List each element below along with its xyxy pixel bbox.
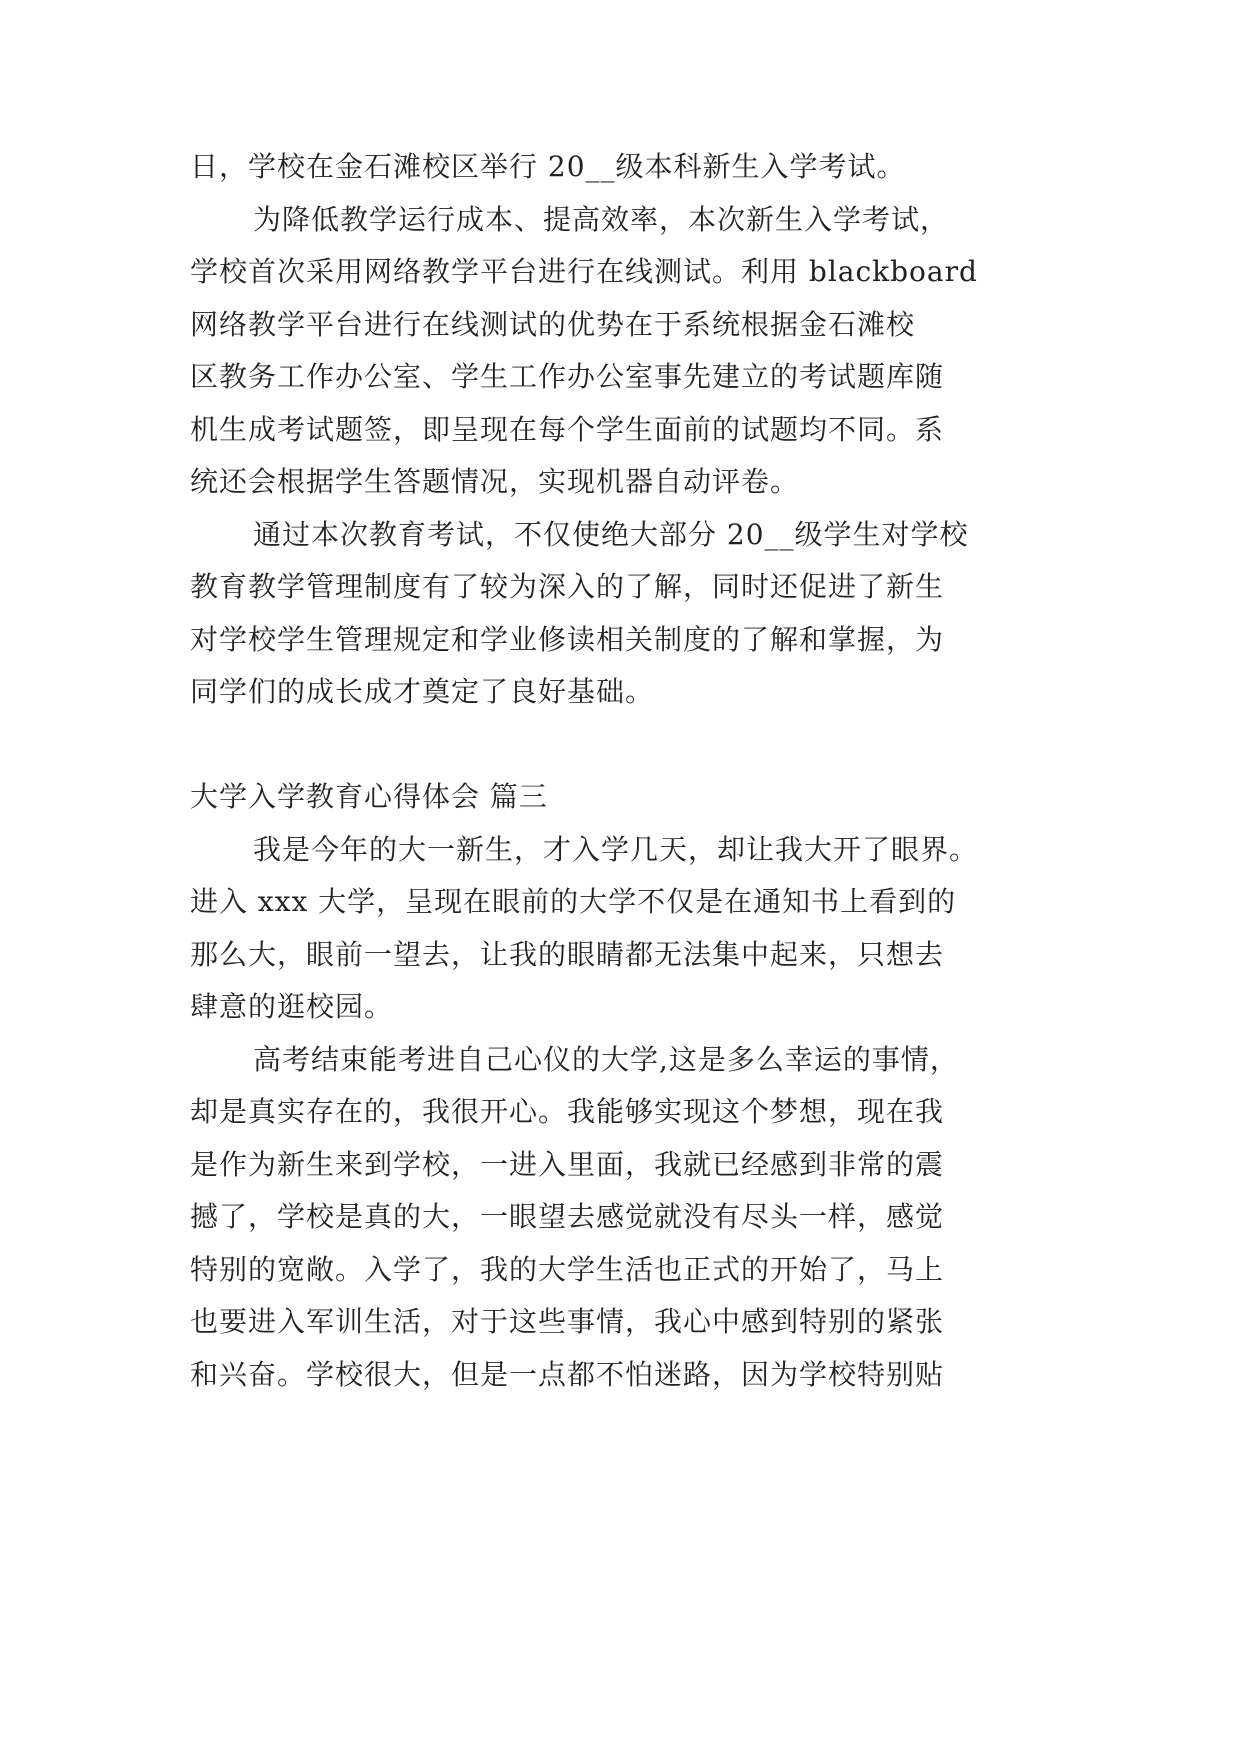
paragraph-line: 那么大，眼前一望去，让我的眼睛都无法集中起来，只想去 bbox=[190, 938, 945, 971]
paragraph-line: 进入 xxx 大学，呈现在眼前的大学不仅是在通知书上看到的 bbox=[190, 885, 957, 918]
paragraph-line: 也要进入军训生活，对于这些事情，我心中感到特别的紧张 bbox=[190, 1305, 945, 1338]
paragraph-line: 区教务工作办公室、学生工作办公室事先建立的考试题库随 bbox=[190, 360, 945, 393]
paragraph-line: 教育教学管理制度有了较为深入的了解，同时还促进了新生 bbox=[190, 570, 945, 603]
paragraph-line: 机生成考试题签，即呈现在每个学生面前的试题均不同。系 bbox=[190, 413, 945, 446]
section-heading: 大学入学教育心得体会 篇三 bbox=[190, 780, 548, 813]
paragraph-line: 和兴奋。学校很大，但是一点都不怕迷路，因为学校特别贴 bbox=[190, 1358, 945, 1391]
paragraph-line: 日，学校在金石滩校区举行 20__级本科新生入学考试。 bbox=[190, 150, 906, 183]
paragraph-line: 网络教学平台进行在线测试的优势在于系统根据金石滩校 bbox=[190, 308, 916, 341]
paragraph-line: 通过本次教育考试，不仅使绝大部分 20__级学生对学校 bbox=[253, 518, 969, 551]
paragraph-line: 统还会根据学生答题情况，实现机器自动评卷。 bbox=[190, 465, 800, 498]
paragraph-line: 撼了，学校是真的大，一眼望去感觉就没有尽头一样，感觉 bbox=[190, 1200, 945, 1233]
paragraph-line: 同学们的成长成才奠定了良好基础。 bbox=[190, 675, 655, 708]
paragraph-line: 是作为新生来到学校，一进入里面，我就已经感到非常的震 bbox=[190, 1148, 945, 1181]
paragraph-line: 我是今年的大一新生，才入学几天，却让我大开了眼界。 bbox=[253, 833, 979, 866]
paragraph-line: 为降低教学运行成本、提高效率，本次新生入学考试， bbox=[253, 203, 950, 236]
paragraph-line: 却是真实存在的，我很开心。我能够实现这个梦想，现在我 bbox=[190, 1095, 945, 1128]
paragraph-line: 学校首次采用网络教学平台进行在线测试。利用 blackboard bbox=[190, 255, 978, 288]
paragraph-line: 对学校学生管理规定和学业修读相关制度的了解和掌握，为 bbox=[190, 623, 945, 656]
paragraph-line: 肆意的逛校园。 bbox=[190, 990, 394, 1023]
paragraph-line: 特别的宽敞。入学了，我的大学生活也正式的开始了，马上 bbox=[190, 1253, 945, 1286]
paragraph-line: 高考结束能考进自己心仪的大学,这是多么幸运的事情， bbox=[253, 1043, 959, 1076]
